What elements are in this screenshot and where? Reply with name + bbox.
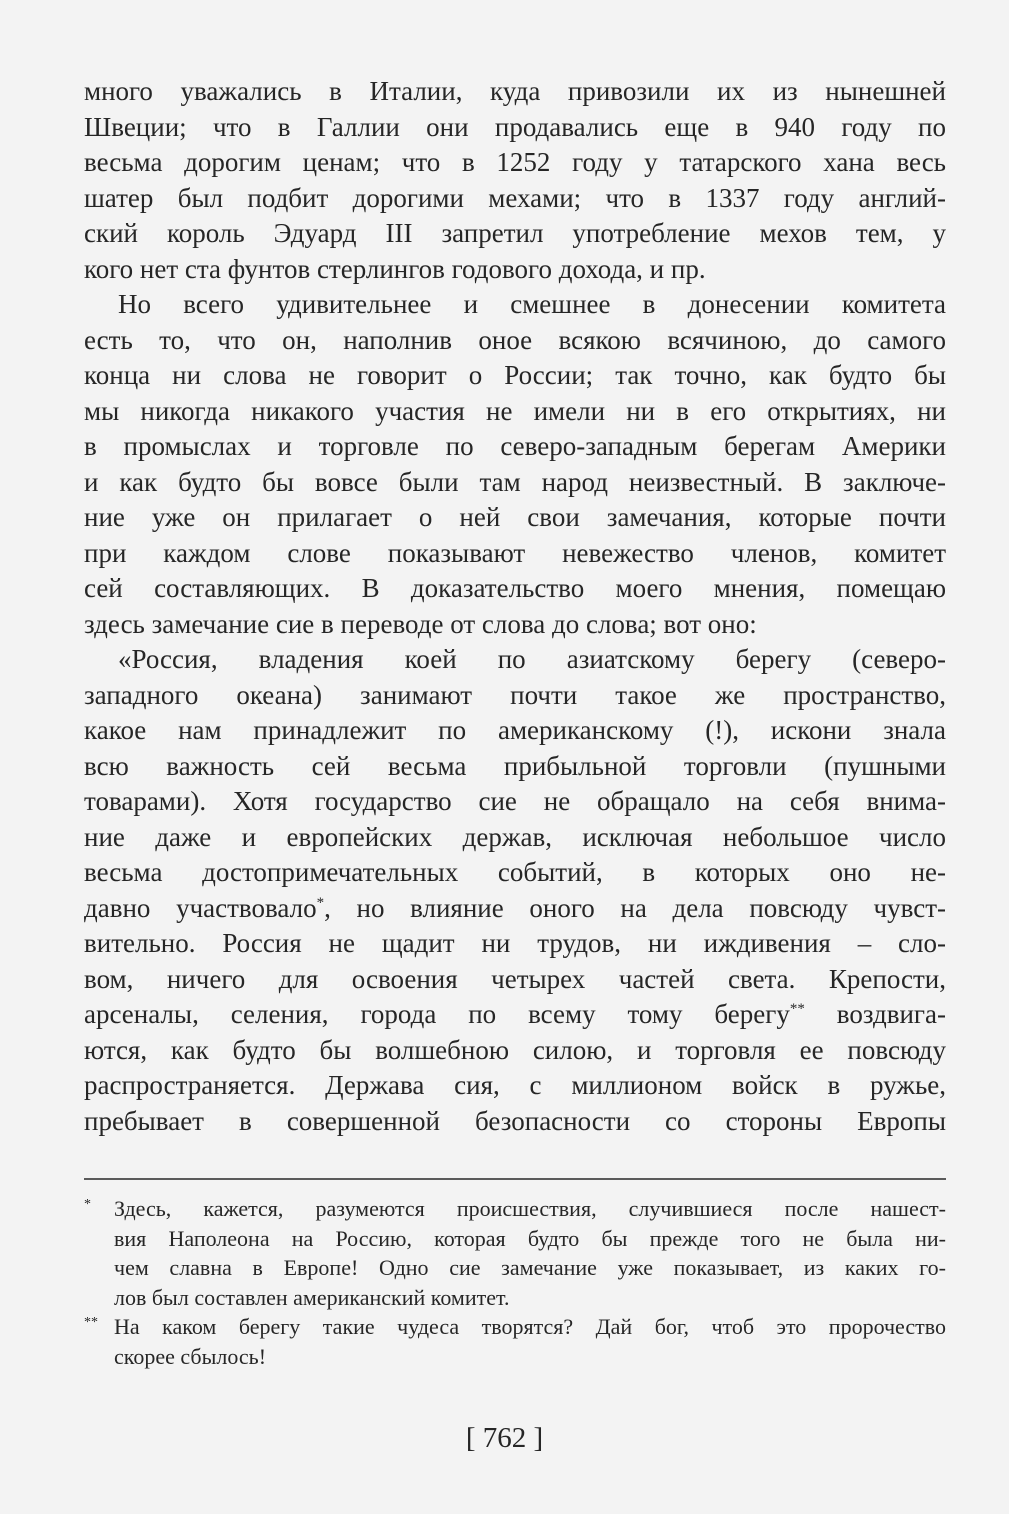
text-segment: Швеции; что в Галлии они продавались еще в 940 году по [84, 111, 946, 142]
text-segment: ются, как будто бы волшебною силою, и торговля ее повсюду [84, 1034, 946, 1065]
page-number: [ 762 ] [465, 1422, 544, 1454]
footnote-text: чем славна в Европе! Одно сие замечание уже показывает, из каких го- [114, 1255, 946, 1280]
text-line-content [84, 110, 946, 146]
text-line-content [84, 820, 946, 856]
footnote-divider [84, 1178, 946, 1180]
text-segment: какое нам принадлежит по американскому (!), искони знала [84, 715, 946, 745]
text-line-content [84, 1104, 946, 1140]
text-segment: и как будто бы вовсе были там народ неизвестный. В заключе- [84, 466, 946, 497]
footnote-text: скорее сбылось! [114, 1343, 267, 1369]
text-line-content [84, 145, 946, 181]
text-line-content [84, 784, 946, 820]
text-segment: мы никогда никакого участия не имели ни в его открытиях, ни [84, 395, 946, 426]
text-line-content [84, 962, 946, 998]
text-line [84, 607, 946, 643]
text-segment: распространяется. Держава сия, с миллионом войск в ружье, [84, 1070, 946, 1100]
text-line-content [84, 536, 946, 572]
text-segment: пребывает в совершенной безопасности со стороны Европы [84, 1105, 946, 1136]
text-line [84, 145, 946, 181]
text-segment: , но влияние оного на дела повсюду чувст- [324, 892, 946, 923]
footnote-text: вия Наполеона на Россию, которая будто бы прежде того не была ни- [114, 1225, 946, 1251]
text-segment: ние уже он прилагает о ней свои замечания, которые почти [84, 502, 946, 532]
text-line [84, 997, 946, 1033]
text-line-content [84, 713, 946, 749]
text-line-content [84, 465, 946, 501]
text-segment: кого нет ста фунтов стерлингов годового дохода, и пр. [84, 253, 706, 284]
text-segment: весьма достопримечательных событий, в которых оно не- [84, 857, 946, 887]
text-line-content [118, 642, 946, 678]
text-line [84, 713, 946, 749]
text-line-content [84, 749, 946, 785]
text-line-content [84, 855, 946, 891]
text-line [84, 252, 946, 288]
text-line [84, 181, 946, 217]
footnote-text: Здесь, кажется, разумеются происшествия, случившиеся после нашест- [114, 1196, 946, 1221]
footnote-line [84, 1194, 946, 1224]
text-line-content [84, 500, 946, 536]
footnote-line [84, 1312, 946, 1342]
text-line-content [118, 287, 946, 323]
text-line-content [84, 997, 946, 1033]
text-segment: западного океана) занимают почти такое же пространство, [84, 679, 946, 710]
text-segment: много уважались в Италии, куда привозили их из нынешней [84, 76, 946, 106]
text-line-content [84, 678, 946, 714]
text-line-content [84, 74, 946, 110]
text-line [84, 110, 946, 146]
text-line-content [84, 571, 946, 607]
text-line-content [84, 607, 946, 643]
text-segment: вом, ничего для освоения четырех частей света. Крепости, [84, 963, 946, 994]
text-line [84, 216, 946, 252]
footnote-line [84, 1283, 946, 1313]
text-line-content [84, 394, 946, 430]
footnote-reference: ** [789, 1001, 805, 1017]
text-line [84, 429, 946, 465]
footnote-text: На каком берегу такие чудеса творятся? Дай бог, чтоб это пророчество [114, 1314, 946, 1339]
text-line [84, 855, 946, 891]
text-segment: ский король Эдуард III запретил употребление мехов тем, у [84, 218, 946, 248]
text-line-content [84, 181, 946, 217]
text-segment: конца ни слова не говорит о России; так точно, как будто бы [84, 360, 946, 390]
text-line-content [84, 891, 946, 927]
text-segment: ние даже и европейских держав, исключая небольшое число [84, 821, 946, 852]
footnotes [84, 1194, 946, 1371]
text-line-content [84, 358, 946, 394]
footnote-line [84, 1253, 946, 1283]
text-segment: вительно. Россия не щадит ни трудов, ни иждивения – сло- [84, 928, 946, 958]
text-line [84, 926, 946, 962]
text-line-content [84, 1033, 946, 1069]
footnote-text: лов был составлен американский комитет. [114, 1284, 510, 1310]
text-segment: Но всего удивительнее и смешнее в донесении комитета [118, 289, 946, 319]
text-line [84, 500, 946, 536]
text-segment: «Россия, владения коей по азиатскому берегу (северо- [118, 644, 946, 674]
text-line [84, 536, 946, 572]
text-line-content [84, 252, 946, 288]
text-line [84, 784, 946, 820]
body-text [84, 74, 946, 1139]
text-line [84, 891, 946, 927]
text-segment: при каждом слове показывают невежество членов, комитет [84, 537, 946, 568]
text-line [84, 74, 946, 110]
footnote-mark: * [84, 1197, 91, 1212]
footnote-line [84, 1224, 946, 1254]
text-segment: шатер был подбит дорогими мехами; что в 1337 году англий- [84, 182, 946, 213]
text-line [84, 394, 946, 430]
text-line [84, 358, 946, 394]
text-line [84, 1068, 946, 1104]
footnote-reference: * [316, 894, 325, 911]
text-line [84, 749, 946, 785]
text-line-content [84, 429, 946, 465]
text-segment: воздвига- [804, 999, 946, 1029]
text-line-content [84, 1068, 946, 1104]
text-segment: в промыслах и торговле по северо-западным берегам Америки [84, 431, 946, 461]
footnote-mark: ** [84, 1315, 98, 1330]
text-segment: давно участвовало [84, 892, 317, 923]
text-segment: весьма дорогим ценам; что в 1252 году у татарского хана весь [84, 147, 946, 177]
footnote-line [84, 1342, 946, 1372]
text-line [84, 323, 946, 359]
text-segment: здесь замечание сие в переводе от слова до слова; вот оно: [84, 608, 757, 639]
text-segment: есть то, что он, наполнив оное всякою всячиною, до самого [84, 324, 946, 355]
text-segment: сей составляющих. В доказательство моего мнения, помещаю [84, 573, 946, 603]
text-line [84, 820, 946, 856]
text-line [84, 1033, 946, 1069]
text-line [84, 287, 946, 323]
text-line-content [84, 323, 946, 359]
text-segment: товарами). Хотя государство сие не обращало на себя внима- [84, 786, 946, 816]
text-line [84, 1104, 946, 1140]
text-line [84, 571, 946, 607]
text-line [84, 642, 946, 678]
text-line-content [84, 216, 946, 252]
text-line [84, 465, 946, 501]
text-segment: всю важность сей весьма прибыльной торговли (пушными [84, 750, 946, 781]
text-line [84, 962, 946, 998]
text-line-content [84, 926, 946, 962]
text-segment: арсеналы, селения, города по всему тому берегу [84, 999, 790, 1029]
text-line [84, 678, 946, 714]
